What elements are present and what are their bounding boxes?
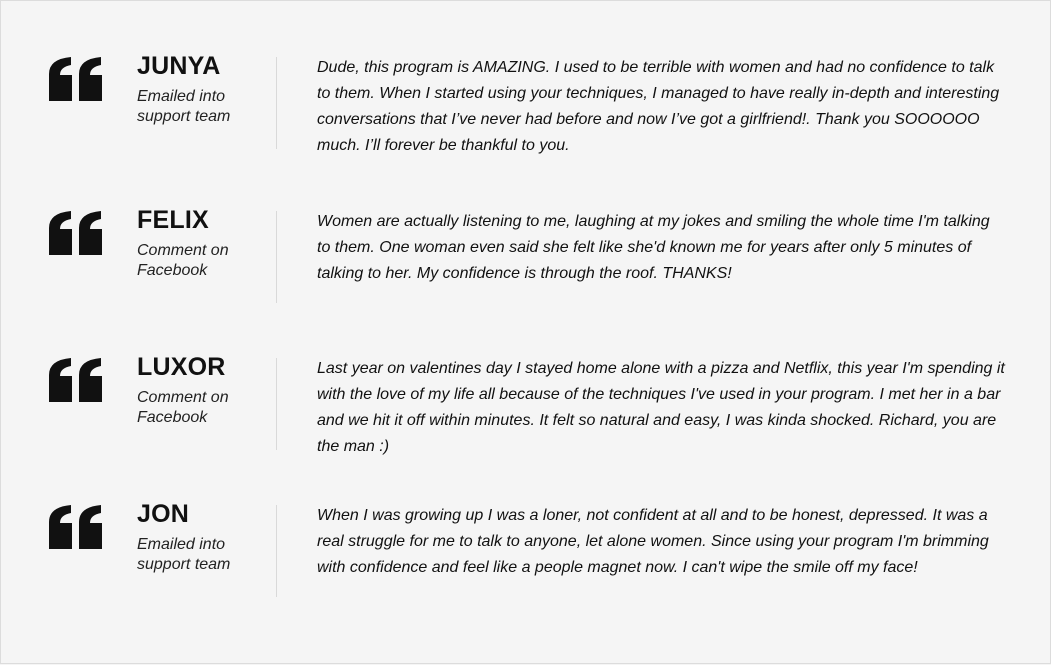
quote-icon xyxy=(49,505,105,549)
divider xyxy=(276,211,277,303)
quote-icon xyxy=(49,57,105,101)
author-name: FELIX xyxy=(137,206,209,234)
testimonial-text: Women are actually listening to me, laughing at my jokes and smiling the whole time I'm talking to them. One woman even said she felt like she'd known me for years after only 5 minutes of talking to her. My confidence is through the roof. THANKS! xyxy=(317,213,990,282)
author-source: Emailed into support team xyxy=(137,88,231,125)
author-name: JON xyxy=(137,500,190,528)
author-name: LUXOR xyxy=(137,353,226,381)
testimonial-text: When I was growing up I was a loner, not confident at all and to be honest, depressed. It was a real struggle for me to talk to anyone, let alone women. Since using your program I'm brimming with confidence and feel like a people magnet now. I can't wipe the smile off my face! xyxy=(317,507,989,576)
testimonials-section xyxy=(1,1,1051,665)
divider xyxy=(276,57,277,149)
divider xyxy=(276,358,277,450)
divider xyxy=(276,505,277,597)
author-source: Comment on Facebook xyxy=(137,242,229,279)
author-name: JUNYA xyxy=(137,52,221,80)
author-source: Emailed into support team xyxy=(137,536,231,573)
quote-icon xyxy=(49,358,105,402)
testimonial-text: Dude, this program is AMAZING. I used to be terrible with women and had no confidence to talk to them. When I started using your techniques, I managed to have really in-depth and interesting conversations that I’ve never had before and now I’ve got a girlfriend!. Thank you SOOOOOO much. I’ll forever be thankful to you. xyxy=(317,59,1000,154)
author-source: Comment on Facebook xyxy=(137,389,229,426)
quote-icon xyxy=(49,211,105,255)
testimonial-text: Last year on valentines day I stayed home alone with a pizza and Netflix, this year I'm spending it with the love of my life all because of the techniques I've used in your program. I met her in a bar and we hit it off within minutes. It felt so natural and easy, I was kinda shocked. Richard, you are the man :) xyxy=(317,360,1005,455)
